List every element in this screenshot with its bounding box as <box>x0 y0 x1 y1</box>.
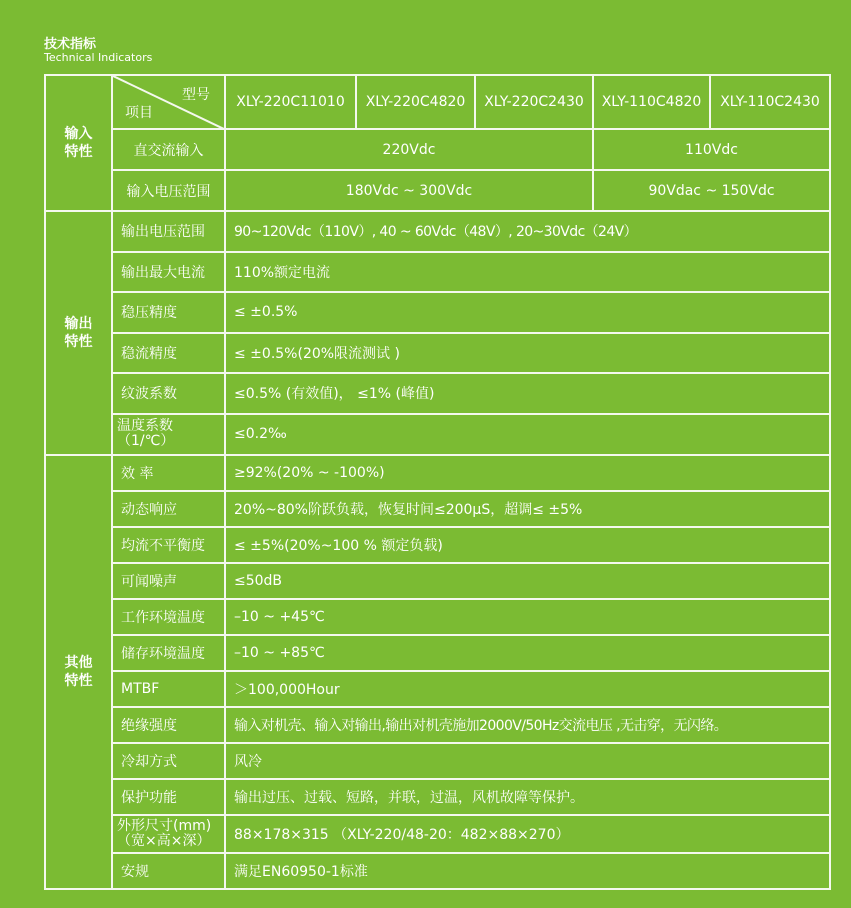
table-row <box>45 707 830 743</box>
model-header: XLY-220C11010 <box>225 75 356 129</box>
header-row <box>45 75 830 129</box>
table-row <box>45 527 830 563</box>
table-row <box>45 779 830 815</box>
corner-cell <box>112 75 225 129</box>
table-row <box>45 252 830 293</box>
group-label: 其他 特性 <box>45 455 112 889</box>
item-label: 效 率 <box>112 455 225 491</box>
value-220: 180Vdc ~ 300Vdc <box>225 170 593 211</box>
item-value: ≤ ±0.5%(20%限流测试 ) <box>225 333 830 374</box>
item-label: 动态响应 <box>112 491 225 527</box>
table-row <box>45 170 830 211</box>
table-row <box>45 671 830 707</box>
item-label: 输入电压范围 <box>112 170 225 211</box>
item-label: 纹波系数 <box>112 373 225 414</box>
table-row <box>45 414 830 455</box>
item-value: –10 ~ +45℃ <box>225 599 830 635</box>
item-value: ≤ ±0.5% <box>225 292 830 333</box>
value-110: 110Vdc <box>593 129 830 170</box>
item-value: ≤0.2‰ <box>225 414 830 455</box>
item-label: 外形尺寸(mm) （宽×高×深） <box>112 815 225 853</box>
item-value: ＞100,000Hour <box>225 671 830 707</box>
table-row <box>45 333 830 374</box>
model-header: XLY-220C2430 <box>475 75 593 129</box>
table-row <box>45 743 830 779</box>
item-label: 输出电压范围 <box>112 211 225 252</box>
model-header: XLY-110C2430 <box>710 75 830 129</box>
item-label: 绝缘强度 <box>112 707 225 743</box>
item-value: 90~120Vdc（110V）, 40 ~ 60Vdc（48V）, 20~30Vdc（24V） <box>225 211 830 252</box>
table-row <box>45 455 830 491</box>
item-label: MTBF <box>112 671 225 707</box>
table-row <box>45 211 830 252</box>
item-value: ≥92%(20% ~ -100%) <box>225 455 830 491</box>
item-value: 输入对机壳、输入对输出,输出对机壳施加2000V/50Hz交流电压 ,无击穿，无闪络。 <box>225 707 830 743</box>
item-label: 稳流精度 <box>112 333 225 374</box>
table-row <box>45 292 830 333</box>
model-header: XLY-110C4820 <box>593 75 710 129</box>
item-value: 20%~80%阶跃负载，恢复时间≤200μS，超调≤ ±5% <box>225 491 830 527</box>
item-label: 温度系数 （1/℃） <box>112 414 225 455</box>
spec-table <box>44 74 831 890</box>
item-label: 安规 <box>112 853 225 889</box>
item-label: 冷却方式 <box>112 743 225 779</box>
item-value: –10 ~ +85℃ <box>225 635 830 671</box>
item-label: 保护功能 <box>112 779 225 815</box>
item-value: 110%额定电流 <box>225 252 830 293</box>
item-value: 满足EN60950-1标准 <box>225 853 830 889</box>
corner-model-label: 型号 <box>182 87 210 103</box>
page-subtitle: Technical Indicators <box>44 51 153 64</box>
value-110: 90Vdac ~ 150Vdc <box>593 170 830 211</box>
item-label: 输出最大电流 <box>112 252 225 293</box>
value-220: 220Vdc <box>225 129 593 170</box>
table-row <box>45 599 830 635</box>
item-value: 88×178×315 （XLY-220/48-20：482×88×270） <box>225 815 830 853</box>
item-value: ≤ ±5%(20%~100 % 额定负载) <box>225 527 830 563</box>
table-row <box>45 635 830 671</box>
table-row <box>45 373 830 414</box>
item-label: 工作环境温度 <box>112 599 225 635</box>
item-value: 输出过压、过载、短路，并联，过温，风机故障等保护。 <box>225 779 830 815</box>
item-value: ≤0.5% (有效值)， ≤1% (峰值) <box>225 373 830 414</box>
item-label: 直交流输入 <box>112 129 225 170</box>
corner-item-label: 项目 <box>125 105 153 121</box>
table-row <box>45 129 830 170</box>
item-value: ≤50dB <box>225 563 830 599</box>
item-label: 可闻噪声 <box>112 563 225 599</box>
item-value: 风冷 <box>225 743 830 779</box>
table-row <box>45 815 830 853</box>
item-label: 均流不平衡度 <box>112 527 225 563</box>
page-title: 技术指标 <box>44 37 97 52</box>
table-row <box>45 853 830 889</box>
table-row <box>45 491 830 527</box>
item-label: 储存环境温度 <box>112 635 225 671</box>
item-label: 稳压精度 <box>112 292 225 333</box>
table-row <box>45 563 830 599</box>
group-label: 输入 特性 <box>45 75 112 211</box>
model-header: XLY-220C4820 <box>356 75 475 129</box>
group-label: 输出 特性 <box>45 211 112 455</box>
